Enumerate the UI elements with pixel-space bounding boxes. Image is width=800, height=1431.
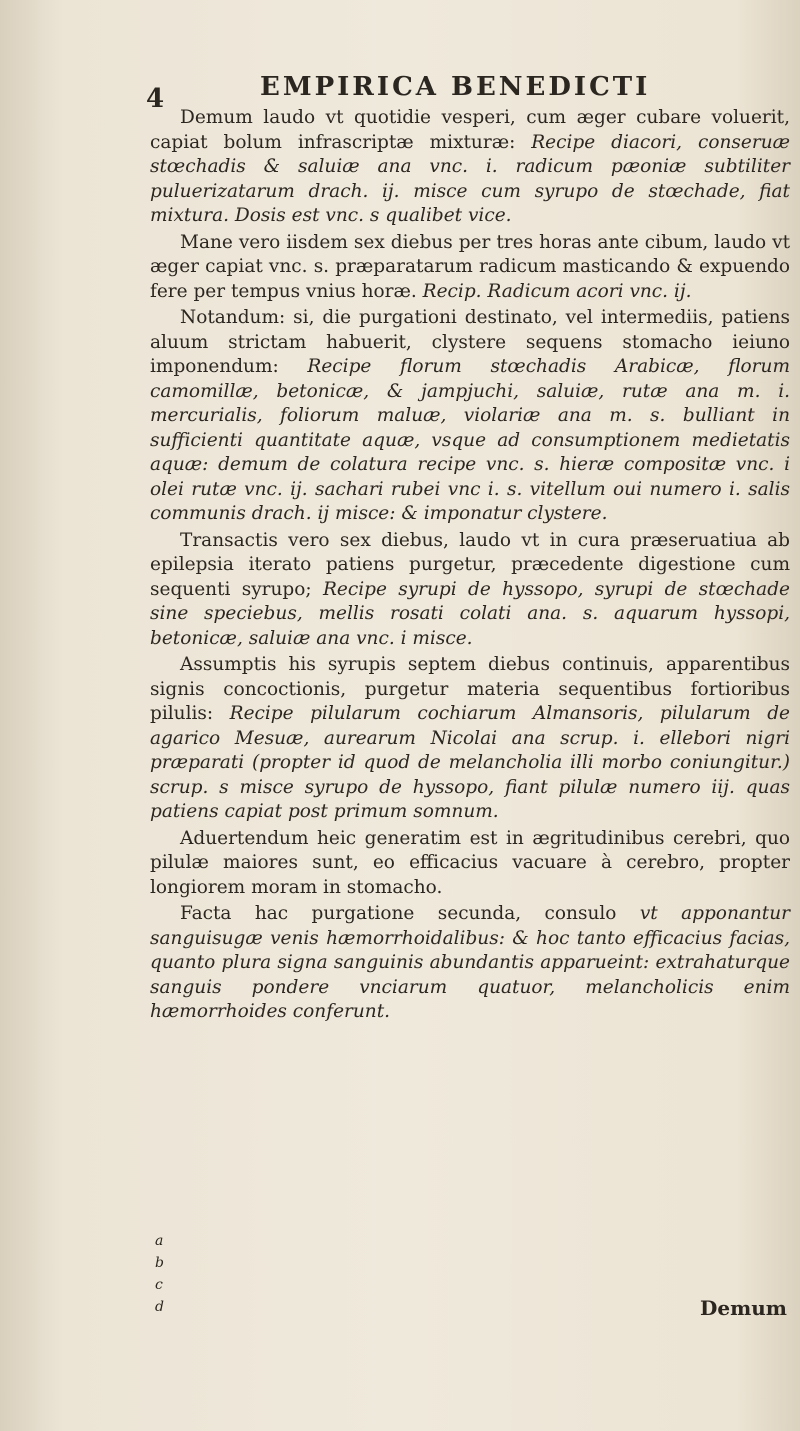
paragraph-italic: Recipe diacori, conseruæ stœchadis & saluiæ ana vnc. i. radicum pæoniæ subtiliter puluerizatarum drach. ij. misce cum syrupo de stœchade, fiat mixtura. Dosis est vnc. s qualibet vice. bbox=[150, 131, 790, 226]
catchword: Demum bbox=[700, 1296, 787, 1320]
paragraph-3 bbox=[150, 306, 790, 527]
paragraph-text: Transactis vero sex diebus, laudo vt in cura præseruatiua ab epilepsia iterato patiens purgetur, præcedente digestione cum sequenti syrupo; bbox=[150, 529, 790, 600]
paragraph-5 bbox=[150, 653, 790, 825]
page-number: 4 bbox=[146, 84, 165, 114]
margin-letters bbox=[155, 1230, 175, 1318]
margin-letter: d bbox=[155, 1299, 164, 1315]
margin-letter: a bbox=[155, 1233, 164, 1249]
paragraph-text: Notandum: si, die purgationi destinato, vel intermediis, patiens aluum strictam habuerit, clystere sequens stomacho ieiuno imponendum: bbox=[150, 307, 790, 377]
paragraph-italic: Recipe florum stœchadis Arabicæ, florum camomillæ, betonicæ, & jampjuchi, saluiæ, rutæ ana m. i. mercurialis, foliorum maluæ, violariæ ana m. s. bulliant in sufficienti quantitate aquæ, vsque ad consumptionem medietatis aquæ: demum de colatura recipe vnc. s. hieræ compositæ vnc. i olei rutæ vnc. ij. sachari rubei vnc i. s. vitellum oui numero i. salis communis drach. ij misce: & imponatur clystere. bbox=[150, 356, 790, 524]
paragraph-text: Mane vero iisdem sex diebus per tres horas ante cibum, laudo vt æger capiat vnc. s. præparatarum radicum masticando & expuendo fere per tempus vnius horæ. bbox=[150, 231, 790, 302]
paragraph-4 bbox=[150, 529, 790, 652]
paragraph-italic: Recipe syrupi de hyssopo, syrupi de stœchade sine speciebus, mellis rosati colati ana. s. aquarum hyssopi, betonicæ, saluiæ ana vnc. i misce. bbox=[150, 578, 790, 649]
paragraph-italic: vt apponantur sanguisugæ venis hæmorrhoidalibus: & hoc tanto efficacius facias, quanto plura signa sanguinis abundantis apparueint: extrahaturque sanguis pondere vnciarum quatuor, melancholicis enim hæmorrhoides conferunt. bbox=[150, 903, 790, 1022]
running-head: EMPIRICA BENEDICTI bbox=[260, 72, 651, 102]
paragraph-text: Assumptis his syrupis septem diebus continuis, apparentibus signis concoctionis, purgetur materia sequentibus fortioribus pilulis: bbox=[150, 654, 790, 724]
margin-letter: b bbox=[155, 1255, 164, 1271]
paragraph-text: Facta hac purgatione secunda, consulo bbox=[180, 903, 640, 924]
page-header bbox=[140, 66, 760, 114]
paragraph-text: Aduertendum heic generatim est in ægritudinibus cerebri, quo pilulæ maiores sunt, eo efficacius vacuare à cerebro, propter longiorem moram in stomacho. bbox=[150, 827, 790, 898]
margin-letter: c bbox=[155, 1277, 163, 1293]
paragraph-7 bbox=[150, 902, 790, 1025]
paragraph-italic: Recip. Radicum acori vnc. ij. bbox=[422, 280, 692, 302]
paragraph-italic: Recipe pilularum cochiarum Almansoris, pilularum de agarico Mesuæ, aurearum Nicolai ana scrup. i. ellebori nigri præparati (propter id quod de melancholia illi morbo coniungitur.) scrup. s misce syrupo de hyssopo, fiant pilulæ numero iij. quas patiens capiat post primum somnum. bbox=[150, 703, 790, 822]
paragraph-text: Demum laudo vt quotidie vesperi, cum æger cubare voluerit, capiat bolum infrascriptæ mixturæ: bbox=[150, 107, 790, 153]
paragraph-2 bbox=[150, 231, 790, 305]
body-text bbox=[150, 106, 790, 1027]
paragraph-6 bbox=[150, 827, 790, 901]
paragraph-1 bbox=[150, 106, 790, 229]
